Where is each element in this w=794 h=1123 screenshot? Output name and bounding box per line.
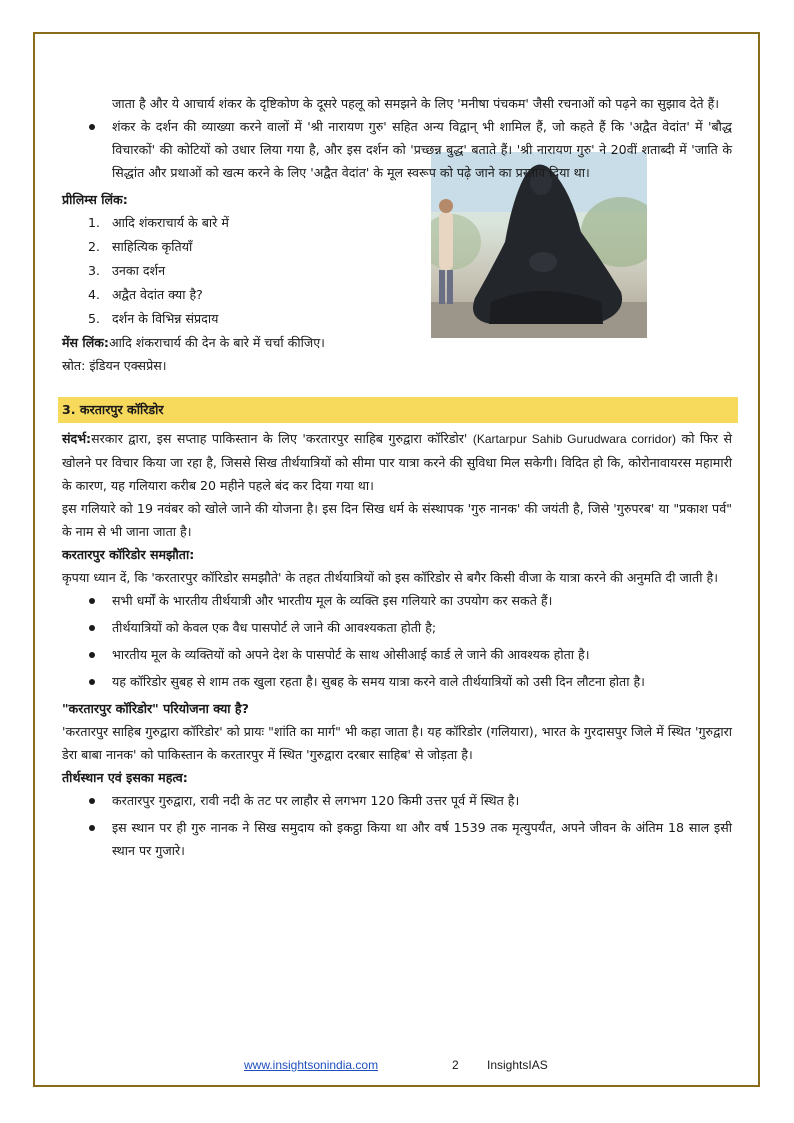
source-line: स्रोत: इंडियन एक्सप्रेस। [62, 358, 167, 373]
item-number: 5. [88, 311, 101, 326]
page-content [62, 92, 732, 866]
item-number: 3. [88, 263, 101, 278]
item-number: 4. [88, 287, 101, 302]
agreement-intro: कृपया ध्यान दें, कि 'करतारपुर कॉरिडोर समझौते' के तहत तीर्थयात्रियों को इस कॉरिडोर से बगैर किसी वीजा के यात्रा करने की अनुमति दी जाती है। [62, 570, 718, 585]
opening-paragraph: इस गलियारे को 19 नवंबर को खोले जाने की योजना है। इस दिन सिख धर्म के संस्थापक 'गुरु नानक' की जयंती है, जिसे 'गुरुपरब' या "प्रकाश पर्व" के नाम से भी जाना जाता है। [62, 501, 732, 539]
continued-bullet-list [62, 115, 732, 184]
page-number: 2 [452, 1058, 459, 1072]
list-item [62, 235, 472, 259]
list-item: शंकर के दर्शन की व्याख्या करने वालों में 'श्री नारायण गुरु' सहित अन्य विद्वान् भी शामिल हैं, जो कहते हैं कि 'अद्वैत वेदांत' में 'बौद्ध विचारकों' की कोटियों को उधार लिया गया है, और इस दर्शन को 'प्रच्छन्न बुद्ध' बताते हैं। 'श्री नारायण गुरु' ने 20वीं शताब्दी में 'जाति के सिद्धांत और प्रथाओं को खत्म करने के लिए 'अद्वैत वेदांत' के मूल स्वरूप को पढ़े जाने का प्रस्ताव दिया था। [62, 115, 732, 184]
prelims-heading: प्रीलिम्स लिंक: [62, 192, 128, 207]
list-item [62, 283, 472, 307]
item-text: साहित्यिक कृतियाँ [112, 239, 193, 254]
list-item: सभी धर्मों के भारतीय तीर्थयात्री और भारतीय मूल के व्यक्ति इस गलियारे का उपयोग कर सकते हैं। [62, 589, 732, 612]
list-item: तीर्थयात्रियों को केवल एक वैध पासपोर्ट ले जाने की आवश्यकता होती है; [62, 616, 732, 639]
mains-link [62, 331, 482, 354]
list-item [62, 259, 472, 283]
list-item [62, 211, 472, 235]
mains-text: आदि शंकराचार्य की देन के बारे में चर्चा कीजिए। [108, 335, 325, 350]
mains-label: मेंस लिंक: [62, 335, 109, 350]
prelims-list [62, 211, 472, 331]
context-label: संदर्भ: [62, 431, 92, 446]
context-paragraph [62, 427, 732, 497]
item-text: अद्वैत वेदांत क्या है? [112, 287, 203, 302]
project-heading: "करतारपुर कॉरिडोर" परियोजना क्या है? [62, 701, 249, 716]
project-paragraph: 'करतारपुर साहिब गुरुद्वारा कॉरिडोर' को प्रायः "शांति का मार्ग" भी कहा जाता है। यह कॉरिडोर (गलियारा), भारत के गुरदासपुर जिले में स्थित 'गुरुद्वारा डेरा बाबा नानक' को पाकिस्तान के करतारपुर में स्थित 'गुरुद्वारा दरबार साहिब' से जोड़ता है। [62, 724, 732, 762]
item-text: उनका दर्शन [112, 263, 166, 278]
prelims-block [62, 188, 482, 377]
item-number: 1. [88, 215, 101, 230]
agreement-list [62, 589, 732, 693]
list-item: यह कॉरिडोर सुबह से शाम तक खुला रहता है। सुबह के समय यात्रा करने वाले तीर्थयात्रियों को उसी दिन लौटना होता है। [62, 670, 732, 693]
context-latin: (Kartarpur Sahib Gurudwara corridor) [472, 432, 677, 446]
pilgrimage-list [62, 789, 732, 862]
context-text-cont: को फिर से खोलने पर विचार किया जा रहा है, जिससे सिख तीर्थयात्रियों को सीमा पार यात्रा करने की सुविधा मिल सकेगी। विदित हो कि, कोरोनावायरस महामारी के कारण, यह गलियारा करीब 20 महीने पहले बंद कर दिया गया था। [62, 431, 733, 493]
pilgrimage-heading: तीर्थस्थान एवं इसका महत्व: [62, 770, 188, 785]
continued-paragraph: जाता है और ये आचार्य शंकर के दृष्टिकोण के दूसरे पहलू को समझने के लिए 'मनीषा पंचकम' जैसी रचनाओं को पढ़ने का सुझाव देते हैं। [112, 96, 720, 111]
list-item: इस स्थान पर ही गुरु नानक ने सिख समुदाय को इकट्ठा किया था और वर्ष 1539 तक मृत्युपर्यंत, अपने जीवन के अंतिम 18 साल इसी स्थान पर गुजारे। [62, 816, 732, 862]
context-text: सरकार द्वारा, इस सप्ताह पाकिस्तान के लिए 'करतारपुर साहिब गुरुद्वारा कॉरिडोर' [91, 431, 468, 446]
agreement-heading: करतारपुर कॉरिडोर समझौता: [62, 547, 195, 562]
footer-brand: InsightsIAS [487, 1058, 548, 1072]
list-item: भारतीय मूल के व्यक्तियों को अपने देश के पासपोर्ट के साथ ओसीआई कार्ड ले जाने की आवश्यक होता है। [62, 643, 732, 666]
list-item: करतारपुर गुरुद्वारा, रावी नदी के तट पर लाहौर से लगभग 120 किमी उत्तर पूर्व में स्थित है। [62, 789, 732, 812]
item-text: आदि शंकराचार्य के बारे में [112, 215, 229, 230]
item-number: 2. [88, 239, 101, 254]
item-text: दर्शन के विभिन्न संप्रदाय [112, 311, 219, 326]
section-title: 3. करतारपुर कॉरिडोर [58, 397, 738, 423]
website-link[interactable]: www.insightsonindia.com [244, 1058, 379, 1072]
list-item [62, 307, 472, 331]
